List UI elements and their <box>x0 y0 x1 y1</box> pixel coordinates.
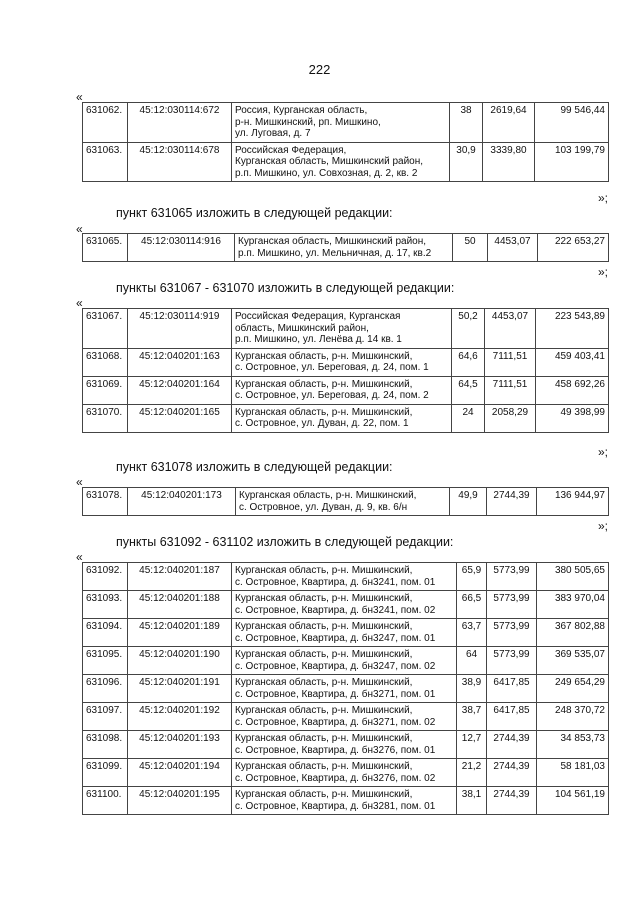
cadastral-number-cell: 45:12:040201:191 <box>128 675 232 703</box>
address-cell: Курганская область, р-н. Мишкинский, с. Островное, Квартира, д. бн3247, пом. 01 <box>232 619 457 647</box>
row-number-cell: 631097. <box>83 703 128 731</box>
closing-quote: »; <box>597 191 608 205</box>
cadastral-number-cell: 45:12:040201:163 <box>128 348 232 376</box>
cadastral-rate-cell: 2744,39 <box>487 488 537 516</box>
register-table <box>82 308 609 433</box>
area-cell: 64,5 <box>452 376 485 404</box>
table-row <box>83 103 609 143</box>
cadastral-value-cell: 99 546,44 <box>535 103 609 143</box>
cadastral-value-cell: 223 543,89 <box>536 309 609 349</box>
row-number-cell: 631100. <box>83 787 128 815</box>
opening-quote: « <box>76 550 83 564</box>
cadastral-number-cell: 45:12:030114:678 <box>128 142 232 182</box>
cadastral-value-cell: 104 561,19 <box>537 787 609 815</box>
cadastral-number-cell: 45:12:040201:188 <box>128 591 232 619</box>
register-table <box>82 562 609 815</box>
address-cell: Курганская область, р-н. Мишкинский, с. Островное, Квартира, д. бн3241, пом. 01 <box>232 563 457 591</box>
cadastral-value-cell: 248 370,72 <box>537 703 609 731</box>
cadastral-number-cell: 45:12:040201:195 <box>128 787 232 815</box>
table-row <box>83 488 609 516</box>
area-cell: 38,7 <box>457 703 487 731</box>
area-cell: 12,7 <box>457 731 487 759</box>
area-cell: 24 <box>452 404 485 432</box>
table-row <box>83 731 609 759</box>
area-cell: 38 <box>450 103 483 143</box>
area-cell: 38,1 <box>457 787 487 815</box>
cadastral-value-cell: 34 853,73 <box>537 731 609 759</box>
area-cell: 50 <box>453 234 488 262</box>
cadastral-number-cell: 45:12:040201:187 <box>128 563 232 591</box>
cadastral-value-cell: 369 535,07 <box>537 647 609 675</box>
cadastral-rate-cell: 6417,85 <box>487 703 537 731</box>
cadastral-number-cell: 45:12:030114:916 <box>128 234 235 262</box>
row-number-cell: 631062. <box>83 103 128 143</box>
address-cell: Россия, Курганская область, р-н. Мишкинский, рп. Мишкино, ул. Луговая, д. 7 <box>232 103 450 143</box>
table-row <box>83 675 609 703</box>
table-row <box>83 234 609 262</box>
closing-quote: »; <box>597 265 608 279</box>
register-table <box>82 233 609 262</box>
register-table <box>82 487 609 516</box>
address-cell: Курганская область, р-н. Мишкинский, с. Островное, Квартира, д. бн3271, пом. 02 <box>232 703 457 731</box>
cadastral-rate-cell: 6417,85 <box>487 675 537 703</box>
opening-quote: « <box>76 222 83 236</box>
area-cell: 30,9 <box>450 142 483 182</box>
address-cell: Курганская область, р-н. Мишкинский, с. Островное, ул. Береговая, д. 24, пом. 1 <box>232 348 452 376</box>
address-cell: Курганская область, р-н. Мишкинский, с. Островное, Квартира, д. бн3271, пом. 01 <box>232 675 457 703</box>
table-row <box>83 787 609 815</box>
table-row <box>83 376 609 404</box>
opening-quote: « <box>76 90 83 104</box>
address-cell: Курганская область, р-н. Мишкинский, с. Островное, ул. Береговая, д. 24, пом. 2 <box>232 376 452 404</box>
cadastral-value-cell: 383 970,04 <box>537 591 609 619</box>
section-heading: пункты 631067 - 631070 изложить в следующей редакции: <box>116 281 455 295</box>
address-cell: Курганская область, р-н. Мишкинский, с. Островное, Квартира, д. бн3276, пом. 01 <box>232 731 457 759</box>
cadastral-rate-cell: 2058,29 <box>485 404 536 432</box>
cadastral-rate-cell: 5773,99 <box>487 619 537 647</box>
cadastral-number-cell: 45:12:040201:164 <box>128 376 232 404</box>
row-number-cell: 631093. <box>83 591 128 619</box>
cadastral-rate-cell: 4453,07 <box>488 234 538 262</box>
row-number-cell: 631092. <box>83 563 128 591</box>
area-cell: 49,9 <box>450 488 487 516</box>
row-number-cell: 631098. <box>83 731 128 759</box>
row-number-cell: 631099. <box>83 759 128 787</box>
table-row <box>83 591 609 619</box>
table-row <box>83 647 609 675</box>
row-number-cell: 631063. <box>83 142 128 182</box>
cadastral-rate-cell: 5773,99 <box>487 591 537 619</box>
table-row <box>83 563 609 591</box>
cadastral-value-cell: 458 692,26 <box>536 376 609 404</box>
address-cell: Курганская область, Мишкинский район, р.п. Мишкино, ул. Мельничная, д. 17, кв.2 <box>235 234 453 262</box>
cadastral-rate-cell: 3339,80 <box>483 142 535 182</box>
address-cell: Курганская область, р-н. Мишкинский, с. Островное, Квартира, д. бн3276, пом. 02 <box>232 759 457 787</box>
row-number-cell: 631069. <box>83 376 128 404</box>
area-cell: 50,2 <box>452 309 485 349</box>
cadastral-value-cell: 249 654,29 <box>537 675 609 703</box>
table-row <box>83 348 609 376</box>
register-table <box>82 102 609 182</box>
cadastral-value-cell: 103 199,79 <box>535 142 609 182</box>
cadastral-rate-cell: 5773,99 <box>487 563 537 591</box>
section-heading: пункт 631078 изложить в следующей редакции: <box>116 460 393 474</box>
address-cell: Российская Федерация, Курганская область, Мишкинский район, р.п. Мишкино, ул. Совхозная, д. 2, кв. 2 <box>232 142 450 182</box>
cadastral-rate-cell: 7111,51 <box>485 348 536 376</box>
cadastral-value-cell: 459 403,41 <box>536 348 609 376</box>
row-number-cell: 631078. <box>83 488 128 516</box>
cadastral-value-cell: 58 181,03 <box>537 759 609 787</box>
address-cell: Курганская область, р-н. Мишкинский, с. Островное, ул. Дуван, д. 9, кв. 6/н <box>236 488 450 516</box>
area-cell: 63,7 <box>457 619 487 647</box>
cadastral-value-cell: 367 802,88 <box>537 619 609 647</box>
cadastral-number-cell: 45:12:040201:192 <box>128 703 232 731</box>
address-cell: Российская Федерация, Курганская область, Мишкинский район, р.п. Мишкино, ул. Ленёва д. 14 кв. 1 <box>232 309 452 349</box>
cadastral-rate-cell: 2744,39 <box>487 787 537 815</box>
row-number-cell: 631065. <box>83 234 128 262</box>
row-number-cell: 631067. <box>83 309 128 349</box>
row-number-cell: 631070. <box>83 404 128 432</box>
area-cell: 38,9 <box>457 675 487 703</box>
table-row <box>83 619 609 647</box>
area-cell: 64,6 <box>452 348 485 376</box>
cadastral-rate-cell: 4453,07 <box>485 309 536 349</box>
cadastral-value-cell: 380 505,65 <box>537 563 609 591</box>
address-cell: Курганская область, р-н. Мишкинский, с. Островное, Квартира, д. бн3281, пом. 01 <box>232 787 457 815</box>
cadastral-number-cell: 45:12:040201:173 <box>128 488 236 516</box>
table-row <box>83 404 609 432</box>
cadastral-number-cell: 45:12:040201:189 <box>128 619 232 647</box>
cadastral-number-cell: 45:12:030114:919 <box>128 309 232 349</box>
cadastral-value-cell: 222 653,27 <box>538 234 609 262</box>
address-cell: Курганская область, р-н. Мишкинский, с. Островное, ул. Дуван, д. 22, пом. 1 <box>232 404 452 432</box>
closing-quote: »; <box>597 445 608 459</box>
opening-quote: « <box>76 475 83 489</box>
cadastral-rate-cell: 7111,51 <box>485 376 536 404</box>
cadastral-rate-cell: 2619,64 <box>483 103 535 143</box>
cadastral-number-cell: 45:12:040201:190 <box>128 647 232 675</box>
cadastral-rate-cell: 5773,99 <box>487 647 537 675</box>
area-cell: 21,2 <box>457 759 487 787</box>
table-row <box>83 703 609 731</box>
cadastral-rate-cell: 2744,39 <box>487 731 537 759</box>
row-number-cell: 631068. <box>83 348 128 376</box>
cadastral-number-cell: 45:12:040201:193 <box>128 731 232 759</box>
address-cell: Курганская область, р-н. Мишкинский, с. Островное, Квартира, д. бн3247, пом. 02 <box>232 647 457 675</box>
cadastral-number-cell: 45:12:030114:672 <box>128 103 232 143</box>
closing-quote: »; <box>597 519 608 533</box>
table-row <box>83 142 609 182</box>
opening-quote: « <box>76 296 83 310</box>
cadastral-number-cell: 45:12:040201:194 <box>128 759 232 787</box>
row-number-cell: 631094. <box>83 619 128 647</box>
row-number-cell: 631095. <box>83 647 128 675</box>
section-heading: пункты 631092 - 631102 изложить в следующей редакции: <box>116 535 454 549</box>
area-cell: 65,9 <box>457 563 487 591</box>
page-number: 222 <box>308 62 331 77</box>
cadastral-value-cell: 49 398,99 <box>536 404 609 432</box>
cadastral-rate-cell: 2744,39 <box>487 759 537 787</box>
table-row <box>83 759 609 787</box>
cadastral-number-cell: 45:12:040201:165 <box>128 404 232 432</box>
area-cell: 64 <box>457 647 487 675</box>
area-cell: 66,5 <box>457 591 487 619</box>
table-row <box>83 309 609 349</box>
row-number-cell: 631096. <box>83 675 128 703</box>
address-cell: Курганская область, р-н. Мишкинский, с. Островное, Квартира, д. бн3241, пом. 02 <box>232 591 457 619</box>
cadastral-value-cell: 136 944,97 <box>537 488 609 516</box>
section-heading: пункт 631065 изложить в следующей редакции: <box>116 206 393 220</box>
